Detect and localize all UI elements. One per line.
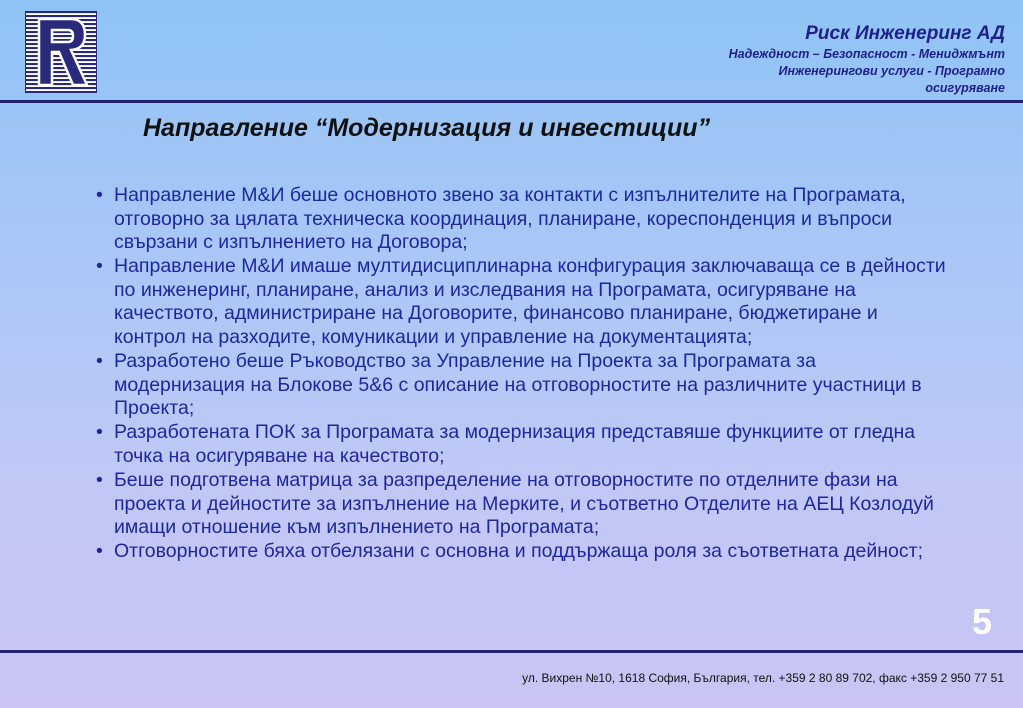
bullet-item [96,350,946,421]
company-name: Риск Инженеринг АД [805,23,1005,44]
bullet-text: Направление М&И имаше мултидисциплинарна конфигурация заключаваща се в дейности по инженеринг, планиране, анализ и изследвания на Програмата, осигуряване на качеството, администриране на Договорите, финансово планиране, бюджетиране и контрол на разходите, комуникации и управление на документацията; [114,255,946,349]
bullet-text: Разработената ПОК за Програмата за модернизация представяше функциите от гледна точка на осигуряване на качеството; [114,421,916,468]
bullet-item [96,184,946,255]
risk-engineering-r-logo-icon [25,11,97,93]
company-logo [25,11,97,93]
company-tagline-line3: осигуряване [925,81,1005,95]
footer-address: ул. Вихрен №10, 1618 София, България, тел. +359 2 80 89 702, факс +359 2 950 77 51 [522,671,1004,685]
bullet-text: Отговорностите бяха отбелязани с основна и поддържаща роля за съответната дейност; [114,540,923,563]
company-tagline-line1: Надеждност – Безопасност - Мениджмънт [728,47,1005,61]
bullet-item [96,421,946,468]
bullet-list [96,184,946,565]
footer-divider [0,650,1023,653]
bullet-item [96,469,946,540]
slide-title: Направление “Модернизация и инвестиции” [143,114,711,142]
bullet-marker: • [96,184,103,206]
bullet-text: Направление М&И беше основното звено за контакти с изпълнителите на Програмата, отговорно за цялата техническа координация, планиране, кореспонденция и въпроси свързани с изпълнението на Договора; [114,184,906,254]
bullet-item [96,540,946,564]
company-header [729,22,1005,97]
bullet-marker: • [96,540,103,563]
bullet-text: Беше подготвена матрица за разпределение на отговорностите по отделните фази на проекта и дейностите за изпълнение на Мерките, и съответно Отделите на АЕЦ Козлодуй имащи отношение към изпълнението на Програмата; [114,469,934,539]
company-tagline-line2: Инженерингови услуги - Програмно [778,64,1005,78]
bullet-marker: • [96,350,103,373]
bullet-marker: • [96,469,103,492]
bullet-marker: • [96,421,103,444]
header-divider [0,100,1023,103]
bullet-text: Разработено беше Ръководство за Управление на Проекта за Програмата за модернизация на Блокове 5&6 с описание на отговорностите на различните участници в Проекта; [114,350,922,420]
page-number: 5 [971,601,992,642]
bullet-item [96,255,946,349]
bullet-marker: • [96,255,103,278]
